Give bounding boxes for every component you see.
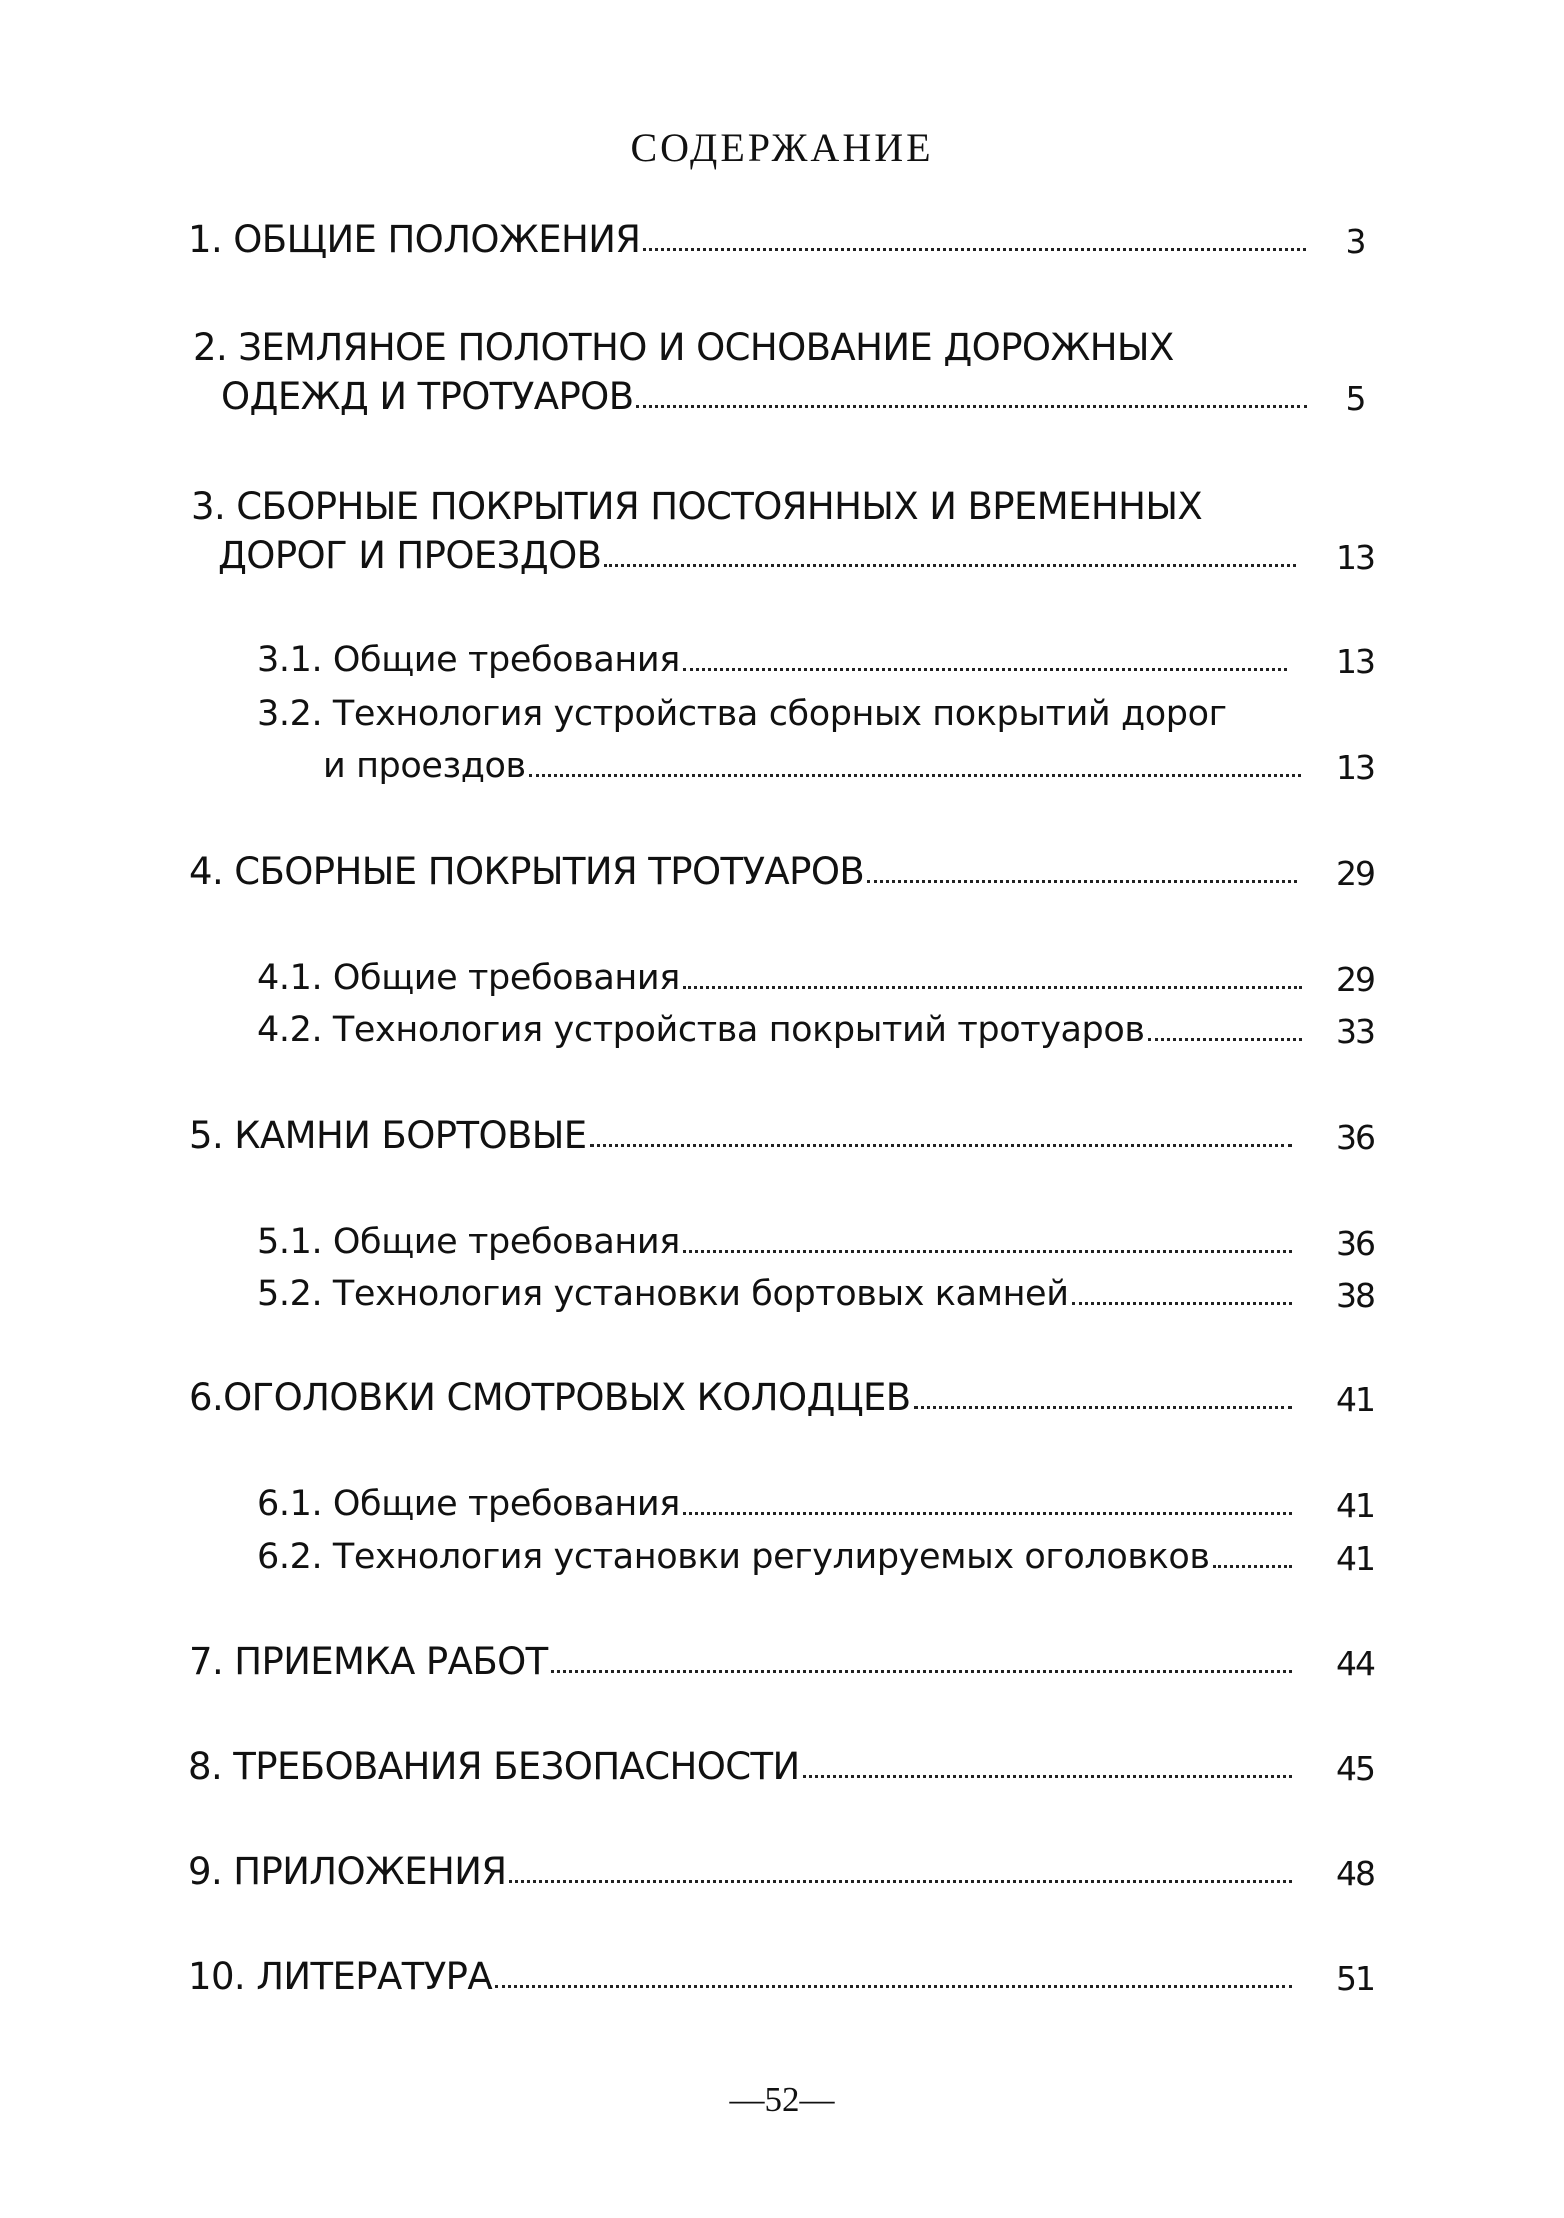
toc-entry-9 [188, 1842, 1294, 1893]
toc-entry-4-2 [257, 1000, 1304, 1048]
toc-page-number: 41 [1336, 1380, 1374, 1419]
dot-leader [1213, 1565, 1292, 1568]
toc-entry-5-1 [257, 1212, 1294, 1260]
toc-page-number: 44 [1336, 1644, 1374, 1683]
toc-entry-title: 6.2. Технология установки регулируемых оголовков [257, 1537, 1210, 1577]
toc-entry-4-1 [257, 948, 1304, 996]
toc-entry-title: 6.ОГОЛОВКИ СМОТРОВЫХ КОЛОДЦЕВ [189, 1376, 911, 1419]
dot-leader [867, 880, 1297, 883]
page-title: СОДЕРЖАНИЕ [630, 125, 934, 170]
dot-leader [495, 1985, 1292, 1988]
toc-page-number: 48 [1336, 1854, 1374, 1893]
toc-entry-title-line1: 2. ЗЕМЛЯНОЕ ПОЛОТНО И ОСНОВАНИЕ ДОРОЖНЫХ [193, 326, 1174, 369]
toc-page-number: 38 [1336, 1276, 1374, 1315]
toc-entry-title: 4. СБОРНЫЕ ПОКРЫТИЯ ТРОТУАРОВ [189, 850, 865, 893]
toc-entry-title: 9. ПРИЛОЖЕНИЯ [188, 1850, 507, 1893]
toc-entry-3-line1 [191, 477, 1411, 528]
toc-page-number: 36 [1336, 1224, 1374, 1263]
toc-entry-title-line1: 3.2. Технология устройства сборных покрытий дорог [257, 694, 1227, 734]
toc-entry-5 [189, 1106, 1294, 1157]
toc-entry-6-2 [257, 1527, 1294, 1575]
dot-leader [604, 564, 1296, 567]
toc-entry-title: ОДЕЖД И ТРОТУАРОВ [221, 375, 634, 418]
toc-entry-3 [218, 526, 1298, 577]
toc-entry-title: 8. ТРЕБОВАНИЯ БЕЗОПАСНОСТИ [188, 1745, 800, 1788]
dot-leader [683, 668, 1287, 671]
toc-entry-title: 4.1. Общие требования [257, 958, 680, 998]
toc-entry-title-line1: 3. СБОРНЫЕ ПОКРЫТИЯ ПОСТОЯННЫХ И ВРЕМЕННЫХ [191, 485, 1203, 528]
toc-page-number: 13 [1336, 538, 1374, 577]
toc-entry-10 [188, 1947, 1294, 1998]
dot-leader [683, 1512, 1292, 1515]
dot-leader [683, 1250, 1292, 1253]
toc-entry-6 [189, 1368, 1294, 1419]
dot-leader [529, 774, 1301, 777]
dot-leader [551, 1670, 1292, 1673]
toc-page-number: 5 [1345, 379, 1365, 418]
toc-entry-6-1 [257, 1474, 1294, 1522]
toc-page-number: 41 [1336, 1539, 1374, 1578]
dot-leader [1072, 1302, 1292, 1305]
toc-entry-7 [189, 1632, 1294, 1683]
toc-page-number: 13 [1336, 642, 1374, 681]
page-footer-number: —52— [729, 2080, 835, 2119]
toc-entry-title: 1. ОБЩИЕ ПОЛОЖЕНИЯ [188, 218, 641, 261]
dot-leader [1148, 1038, 1302, 1041]
dot-leader [914, 1406, 1292, 1409]
toc-page-number: 45 [1336, 1749, 1374, 1788]
toc-page-number: 51 [1336, 1959, 1374, 1998]
toc-entry-2-line1 [193, 318, 1393, 369]
toc-page-number: 29 [1336, 854, 1374, 893]
toc-entry-3-1 [257, 630, 1289, 678]
toc-page-number: 3 [1345, 222, 1365, 261]
toc-entry-title: 6.1. Общие требования [257, 1484, 680, 1524]
toc-entry-title: 4.2. Технология устройства покрытий тротуаров [257, 1010, 1145, 1050]
toc-entry-2 [221, 367, 1309, 418]
toc-entry-title: 10. ЛИТЕРАТУРА [188, 1955, 493, 1998]
toc-page-number: 41 [1336, 1486, 1374, 1525]
toc-page-number: 36 [1336, 1118, 1374, 1157]
dot-leader [509, 1880, 1292, 1883]
toc-entry-3-2 [323, 736, 1303, 784]
toc-entry-4 [189, 842, 1299, 893]
dot-leader [590, 1144, 1292, 1147]
dot-leader [643, 248, 1306, 251]
toc-entry-1 [188, 210, 1308, 261]
toc-page-number: 33 [1336, 1012, 1374, 1051]
toc-page-number: 13 [1336, 748, 1374, 787]
toc-entry-title: 5.1. Общие требования [257, 1222, 680, 1262]
toc-entry-8 [188, 1737, 1294, 1788]
toc-page-number: 29 [1336, 960, 1374, 999]
toc-entry-title: ДОРОГ И ПРОЕЗДОВ [218, 534, 602, 577]
toc-entry-title: 7. ПРИЕМКА РАБОТ [189, 1640, 548, 1683]
toc-entry-3-2-line1 [257, 684, 1357, 732]
dot-leader [636, 405, 1307, 408]
toc-entry-title: 5.2. Технология установки бортовых камней [257, 1274, 1069, 1314]
toc-entry-title: и проездов [323, 746, 526, 786]
toc-entry-title: 3.1. Общие требования [257, 640, 680, 680]
toc-entry-title: 5. КАМНИ БОРТОВЫЕ [189, 1114, 587, 1157]
dot-leader [683, 986, 1302, 989]
dot-leader [803, 1775, 1292, 1778]
toc-entry-5-2 [257, 1264, 1294, 1312]
